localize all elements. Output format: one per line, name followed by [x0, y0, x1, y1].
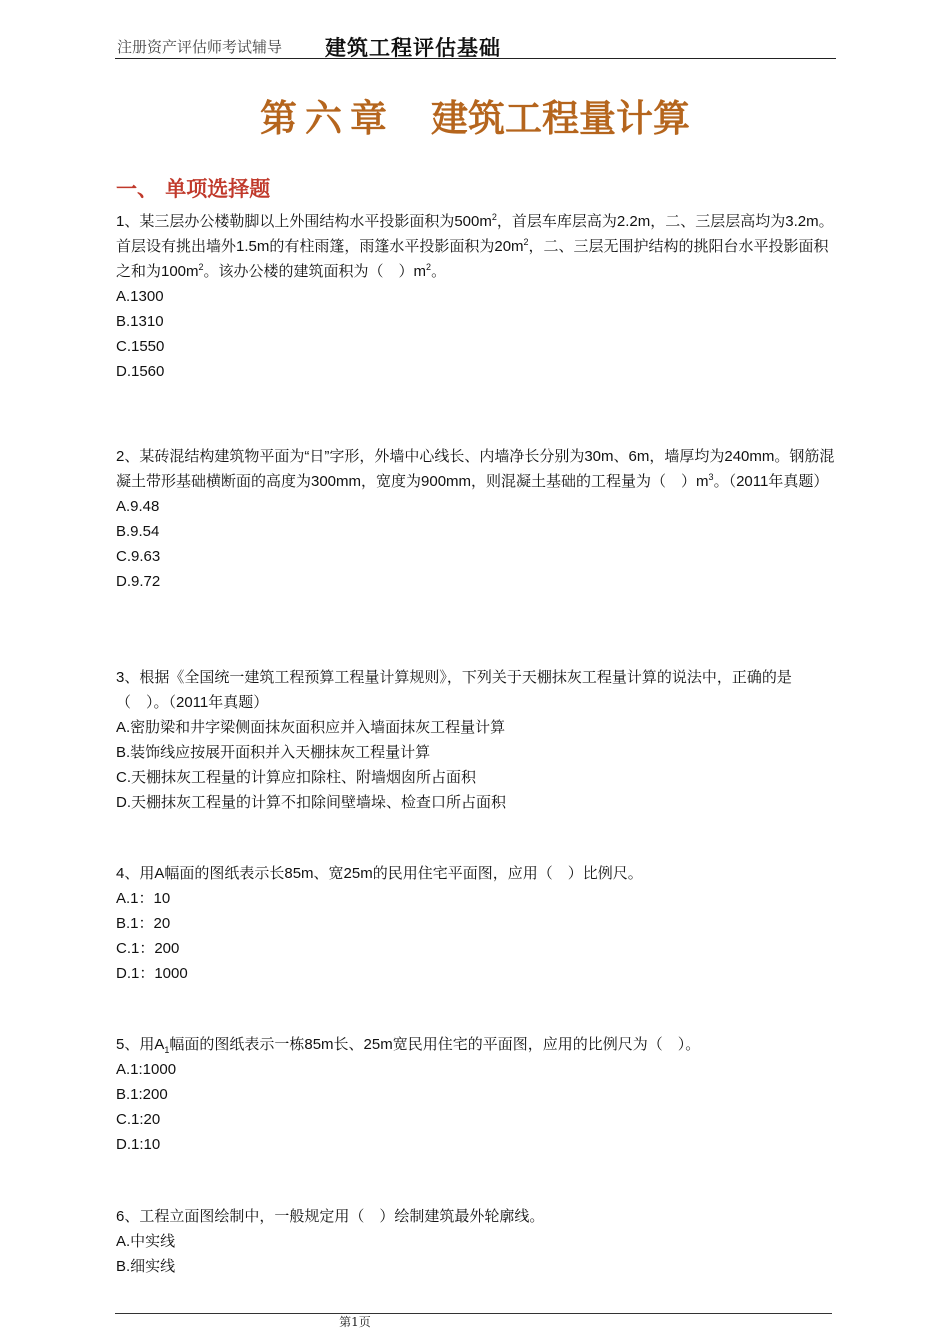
question-4: [116, 861, 838, 1032]
question-3: [116, 665, 838, 861]
question-text: 5、用$A_1$幅面的图纸表示一栋85m长、25m宽民用住宅的平面图，应用的比例尺为（ ）。: [116, 1036, 701, 1055]
question-text: 2、某砖混结构建筑物平面为“日”字形，外墙中心线长、内墙净长分别为30m、6m，墙厚均为240mm。钢筋混凝土带形基础横断面的高度为300mm，宽度为900mm，则混凝土基础的工程量为（ ）$m^3$。（2011年真题）: [116, 448, 835, 490]
question-text: 4、用A幅面的图纸表示长85m、宽25m的民用住宅平面图，应用（ ）比例尺。: [116, 865, 643, 882]
option-b: B.细实线: [116, 1258, 176, 1275]
question-5: [116, 1032, 838, 1204]
option-c: C.1：200: [116, 940, 180, 957]
chapter-number: 第六章: [260, 96, 395, 140]
option-d: D.1560: [116, 363, 165, 380]
option-a: A.1300: [116, 288, 164, 305]
header-subtitle: 注册资产评估师考试辅导: [117, 38, 283, 56]
option-c: C.天棚抹灰工程量的计算应扣除柱、附墙烟囱所占面积: [116, 769, 477, 786]
chapter-heading: [0, 88, 950, 142]
option-c: C.1550: [116, 338, 165, 355]
option-d: D.1：1000: [116, 965, 188, 982]
question-text: 3、根据《全国统一建筑工程预算工程量计算规则》，下列关于天棚抹灰工程量计算的说法中，正确的是（ ）。（2011年真题）: [116, 669, 792, 711]
option-b: B.9.54: [116, 523, 160, 540]
option-b: B.装饰线应按展开面积并入天棚抹灰工程量计算: [116, 744, 431, 761]
question-6: [116, 1204, 838, 1279]
header-title: 建筑工程评估基础: [325, 35, 501, 60]
question-text: 6、工程立面图绘制中，一般规定用（ ）绘制建筑最外轮廓线。: [116, 1208, 545, 1225]
option-b: B.1:200: [116, 1086, 168, 1103]
option-b: B.1：20: [116, 915, 171, 932]
option-b: B.1310: [116, 313, 164, 330]
page-number: 第1页: [339, 1315, 371, 1329]
option-a: A.中实线: [116, 1233, 176, 1250]
option-d: D.天棚抹灰工程量的计算不扣除间壁墙垛、检查口所占面积: [116, 794, 507, 811]
option-c: C.9.63: [116, 548, 161, 565]
section-heading: 一、 单项选择题: [116, 176, 271, 201]
question-1: [116, 209, 838, 444]
option-a: A.密肋梁和井字梁侧面抹灰面积应并入墙面抹灰工程量计算: [116, 719, 506, 736]
option-a: A.1:1000: [116, 1061, 177, 1078]
page-header: [115, 30, 836, 59]
question-list: [116, 209, 838, 1279]
option-d: D.9.72: [116, 573, 161, 590]
question-2: [116, 444, 838, 665]
chapter-title: 建筑工程量计算: [431, 96, 690, 140]
option-a: A.9.48: [116, 498, 160, 515]
question-text: 1、某三层办公楼勒脚以上外围结构水平投影面积为$500m^2$，首层车库层高为2.2m，二、三层层高均为3.2m。首层设有挑出墙外1.5m的有柱雨篷，雨篷水平投影面积为$20m^2$，二、三层无围护结构的挑阳台水平投影面积之和为$100m^2$。该办公楼的建筑面积为（ ）$m^2$。: [116, 212, 834, 280]
option-d: D.1:10: [116, 1136, 161, 1153]
option-c: C.1:20: [116, 1111, 161, 1128]
option-a: A.1：10: [116, 890, 171, 907]
page-footer: [0, 1313, 950, 1330]
